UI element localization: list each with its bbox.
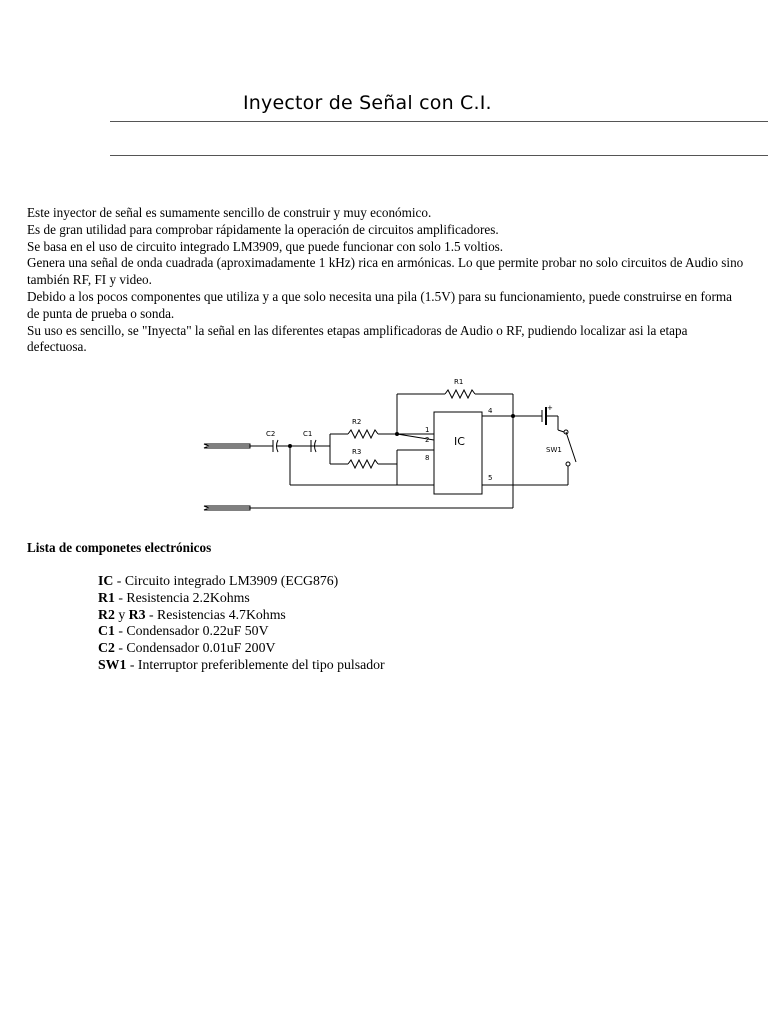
intro-text: [27, 205, 747, 356]
label-battery-plus: +: [547, 404, 553, 412]
label-pin2: 2: [425, 436, 430, 444]
switch-sw1: [558, 430, 576, 485]
intro-paragraph: Genera una señal de onda cuadrada (aproximadamente 1 kHz) rica en armónicas. Lo que permite probar no solo circuitos de Audio sino también RF, FI y video.: [27, 255, 744, 288]
title-rule-top: [110, 121, 768, 122]
label-c1: C1: [303, 430, 313, 438]
components-list: [98, 573, 385, 674]
resistor-r3: [348, 460, 378, 468]
resistor-r2: [348, 430, 378, 438]
component-item: C1 - Condensador 0.22uF 50V: [98, 623, 269, 639]
intro-paragraph: Se basa en el uso de circuito integrado LM3909, que puede funcionar con solo 1.5 voltios.: [27, 238, 504, 254]
label-pin5: 5: [488, 474, 493, 482]
title-rule-bottom: [110, 155, 768, 156]
component-item: SW1 - Interruptor preferiblemente del tipo pulsador: [98, 656, 385, 672]
label-r2: R2: [352, 418, 362, 426]
label-r1: R1: [454, 378, 464, 386]
label-r3: R3: [352, 448, 362, 456]
component-item: R1 - Resistencia 2.2Kohms: [98, 589, 250, 605]
intro-paragraph: Su uso es sencillo, se "Inyecta" la señal en las diferentes etapas amplificadoras de Audio o RF, pudiendo localizar asi la etapa defectuosa.: [27, 322, 688, 355]
label-pin4: 4: [488, 407, 493, 415]
components-heading: Lista de componetes electrónicos: [27, 540, 212, 555]
capacitor-c1: [290, 440, 330, 452]
ic-label: IC: [454, 435, 465, 448]
intro-paragraph: Debido a los pocos componentes que utiliza y a que solo necesita una pila (1.5V) para su funcionamiento, puede construirse en forma de punta de prueba o sonda.: [27, 288, 732, 321]
resistor-r1: [445, 390, 475, 398]
intro-paragraph: Este inyector de señal es sumamente sencillo de construir y muy económico.: [27, 205, 432, 220]
label-pin8: 8: [425, 454, 430, 462]
circuit-diagram: [190, 368, 590, 518]
component-item: R2 y R3 - Resistencias 4.7Kohms: [98, 606, 286, 622]
label-pin1: 1: [425, 426, 430, 434]
label-c2: C2: [266, 430, 276, 438]
intro-paragraph: Es de gran utilidad para comprobar rápidamente la operación de circuitos amplificadores.: [27, 221, 499, 237]
component-item: C2 - Condensador 0.01uF 200V: [98, 640, 276, 656]
ic-body: [434, 412, 482, 494]
page-title: Inyector de Señal con C.I.: [243, 92, 492, 114]
label-sw1: SW1: [546, 446, 562, 454]
component-item: IC - Circuito integrado LM3909 (ECG876): [98, 573, 339, 588]
